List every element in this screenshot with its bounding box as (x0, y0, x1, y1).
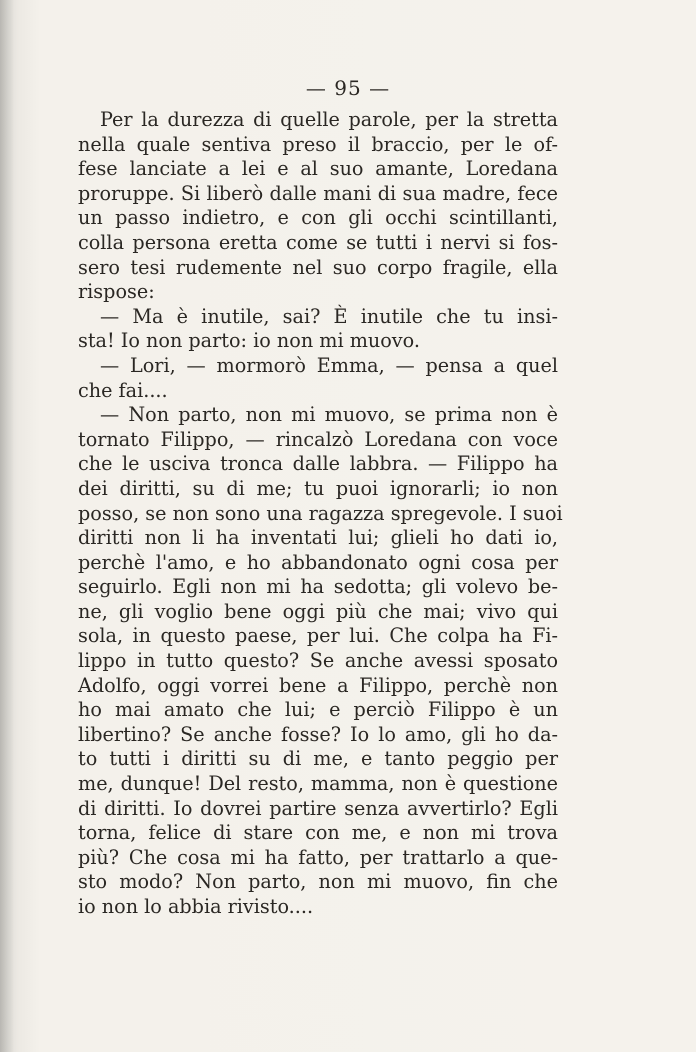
text-line: me, dunque! Del resto, mamma, non è questione (78, 772, 558, 796)
text-line: ho mai amato che lui; e perciò Filippo è un (78, 698, 558, 722)
text-line: sta! Io non parto: io non mi muovo. (78, 329, 420, 353)
text-line: to tutti i diritti su di me, e tanto peggio per (78, 747, 558, 771)
text-line: torna, felice di stare con me, e non mi trova (78, 821, 558, 845)
text-line: Per la durezza di quelle parole, per la stretta (100, 108, 558, 131)
text-line: lippo in tutto questo? Se anche avessi sposato (78, 649, 558, 673)
text-line: Adolfo, oggi vorrei bene a Filippo, perchè non (78, 673, 558, 697)
page-text-block (78, 108, 563, 920)
text-line: perchè l'amo, e ho abbandonato ogni cosa per (78, 550, 558, 574)
text-line: — Ma è inutile, sai? È inutile che tu insi- (100, 304, 558, 328)
text-line: — Non parto, non mi muovo, se prima non è (100, 403, 558, 427)
text-line: diritti non li ha inventati lui; glieli ho dati io, (78, 526, 558, 550)
text-line: che fai.... (78, 378, 168, 402)
page-gutter (0, 0, 14, 1052)
text-line: sto modo? Non parto, non mi muovo, fin che (78, 870, 558, 894)
text-line: sero tesi rudemente nel suo corpo fragile, ella (78, 255, 558, 279)
text-line: colla persona eretta come se tutti i nervi si fos- (78, 230, 558, 254)
text-line: fese lanciate a lei e al suo amante, Loredana (78, 157, 558, 181)
text-line: rispose: (78, 280, 155, 304)
text-line: più? Che cosa mi ha fatto, per trattarlo a que- (78, 845, 558, 869)
text-line: posso, se non sono una ragazza spregevole. I suoi (78, 501, 563, 525)
text-line: seguirlo. Egli non mi ha sedotta; gli volevo be- (78, 575, 558, 599)
text-line: nella quale sentiva preso il braccio, per le of- (78, 132, 558, 156)
text-line: un passo indietro, e con gli occhi scintillanti, (78, 206, 558, 230)
text-line: — Lori, — mormorò Emma, — pensa a quel (100, 353, 558, 377)
text-line: tornato Filippo, — rincalzò Loredana con voce (78, 427, 558, 451)
text-line: io non lo abbia rivisto.... (78, 895, 314, 918)
text-line: ne, gli voglio bene oggi più che mai; vivo qui (78, 599, 558, 623)
text-line: di diritti. Io dovrei partire senza avvertirlo? Egli (78, 796, 558, 820)
page-number: — 95 — (305, 76, 391, 100)
text-line: sola, in questo paese, per lui. Che colpa ha Fi- (78, 624, 558, 648)
text-line: libertino? Se anche fosse? Io lo amo, gli ho da- (78, 722, 558, 746)
text-line: proruppe. Si liberò dalle mani di sua madre, fece (78, 181, 558, 205)
text-line: che le usciva tronca dalle labbra. — Filippo ha (78, 452, 558, 476)
text-line: dei diritti, su di me; tu puoi ignorarli; io non (78, 476, 558, 500)
